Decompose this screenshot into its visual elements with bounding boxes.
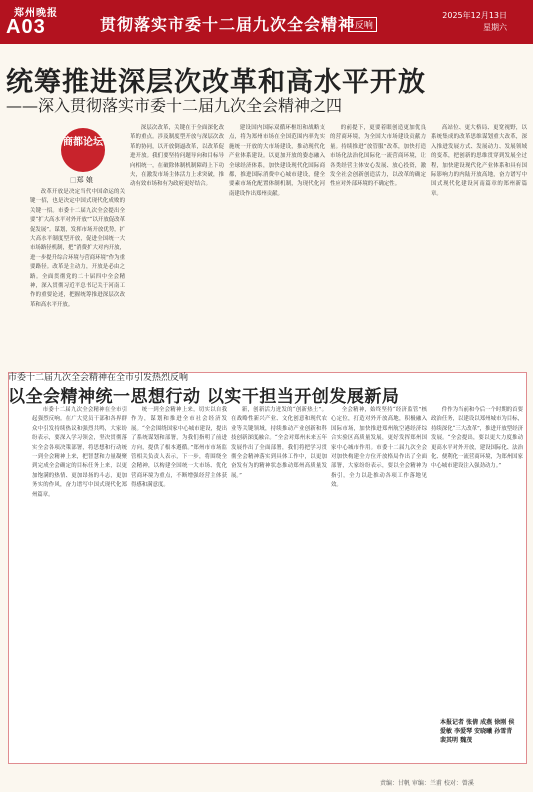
masthead [0,0,533,44]
issue-weekday: 星期六 [483,23,507,32]
boxed-headline: 以全会精神统一思想行动 以实干担当开创发展新局 [8,387,400,407]
byline-name: 郑 娘 [76,176,93,184]
article-paragraph: 深层次改革，关键在于全面深化改革的重点。涉及制度型开放与深层次改革的协同，以开放倒逼改革，以改革促进开放。我们要坚持问题导向和目标导向相统一，在破除体制机制障碍上下功夫，在激发市场主体活力上求突破，推动有效市场和有为政府更好结合。 [130,125,224,188]
paper-name: 郑州晚报 [14,8,58,19]
page-number: A03 [6,16,46,38]
section-tag: ·反响 [348,17,377,32]
boxed-paragraph: 全会精神，始终坚持“经济监管”核心定位，打造对外开放高地，积极融入国际市场，加快推进郑州航空港经济综合实验区高质量发展，更好发挥郑州国家中心城市作用。市委十二届九次全会对加快构建全方位开放格局作出了全面部署，大家纷纷表示，要以全会精神为指引，全力以赴推动各项工作落地见效。 [331,407,427,489]
boxed-column-1 [32,406,127,756]
article-column-1 [30,188,125,348]
article-paragraph: 高站位、更大格局、更宽视野，以系统集成的改革思维谋划重大改革，深入推进发展方式、发展动力、发展领域的变革，把创新的思维贯穿到发展全过程，加快建设现代化产业体系和具有国际影响力的内陆开放高地，奋力谱写中国式现代化建设河南篇章的郑州新篇章。 [431,125,527,197]
boxed-kicker: 市委十二届九次全会精神在全市引发热烈反响 [8,373,189,383]
boxed-paragraph: 统一到全会精神上来，切实以自我作为，谋划和推进全市社会经济发展。“全会围绕国家中心城市建设，提出了系统谋划和部署，为我们指明了前进方向，提供了根本遵循。”郑州市市场监管相关负责人表示，下一步，将围绕全会精神，以构建全国统一大市场、优化营商环境为重点，不断增强经营主体获得感和满意度。 [131,407,227,489]
boxed-column-4 [331,406,427,756]
boxed-column-5 [431,406,523,756]
reporter-credits: 本报记者 张倩 成燕 徐刚 侯爱敏 李爱琴 安晓曦 孙雪青 裴其明 魏茂 [440,719,515,744]
article-column-4 [330,124,426,352]
article-headline: 统筹推进深层次改革和高水平开放 [6,67,426,98]
article-column-5 [431,124,527,352]
boxed-paragraph: 件作为当前和今后一个时期的首要政治任务，以建设以郑州城市为目标，持续深化“三大改革”，推进开放型经济发展。“全会提出，要以更大力度推动更高水平对外开放，建设国际化、法治化、便利化一流营商环境，为郑州国家中心城市建设注入强劲动力。” [431,407,523,470]
section-title: 贯彻落实市委十二届九次全会精神 [100,15,356,34]
byline-label: □ [70,176,77,184]
editor-footer: 责编：甘帆 审编：兰甫 校对：曾溪 [380,780,474,787]
article-paragraph: 建设国内国际双循环枢纽和战略支点，将为郑州市场在全国范围内率先实施统一开放的大市场建设，推动现代化产业体系建设。以更加开放的姿态融入全球经济体系，加快建设现代化国际商都，推进国际消费中心城市建设，健全要素市场化配置体制机制，为现代化河南建设作出郑州贡献。 [229,125,325,197]
article-column-2 [130,124,224,352]
article-paragraph: 改革开放是决定当代中国命运的关键一招，也是决定中国式现代化成败的关键一招。市委十二届九次全会提出全要“扩大高水平对外开放”“以开放促改革促发展”。谋划，发挥市场开放优势，扩大高水平制度型开放，促进全国统一大市场路径机制，把“消费扩大对内开放，进一步提升综合环境与营商环境”作为重要路径。改革是主动力，开放是必由之路。全面贯彻党的二十届四中全会精神，深入贯彻习近平总书记关于河南工作的重要论述，把握统筹推进深层次改革和高水平开放。 [30,189,125,308]
article-column-3 [229,124,325,352]
article-subheadline: ——深入贯彻落实市委十二届九次全会精神之四 [6,96,343,115]
boxed-paragraph: 新，创新活力迸发的“创新热土”。在战略性新兴产业、文化创意和现代农业等关键领域，持续推动产业创新和科技创新深度融合。“全会对郑州未来五年发展作出了全面部署，我们将把学习贯彻全会精神落实到具体工作中，以更加奋发有为的精神状态推动郑州高质量发展。” [231,407,327,479]
commentary-logo: 商都论坛 [61,128,105,172]
boxed-paragraph: 市委十二届九次全会精神在全市引起强烈反响。在广大党员干部和各界群众中引发持续热议和强烈共鸣，大家纷纷表示，要深入学习领会，坚决贯彻落实全会各项决策部署，将思想和行动统一到全会精神上来，把智慧和力量凝聚到完成全会确定的目标任务上来，以更加饱满的热情、更加昂扬的斗志，更加务实的作风，奋力谱写中国式现代化郑州篇章。 [32,407,127,498]
article-paragraph: 的前提下，更要着眼创造更加优良的营商环境，为全国大市场建设贡献力量。持续推进“放管服”改革，加快打造市场化法治化国际化一流营商环境，让各类经营主体安心发展、放心投资，激发全社会创新创造活力，以改革的确定性应对外部环境的不确定性。 [330,125,426,188]
issue-date: 2025年12月13日 [442,11,507,20]
byline [70,175,93,185]
boxed-column-3 [231,406,327,756]
boxed-column-2 [131,406,227,756]
